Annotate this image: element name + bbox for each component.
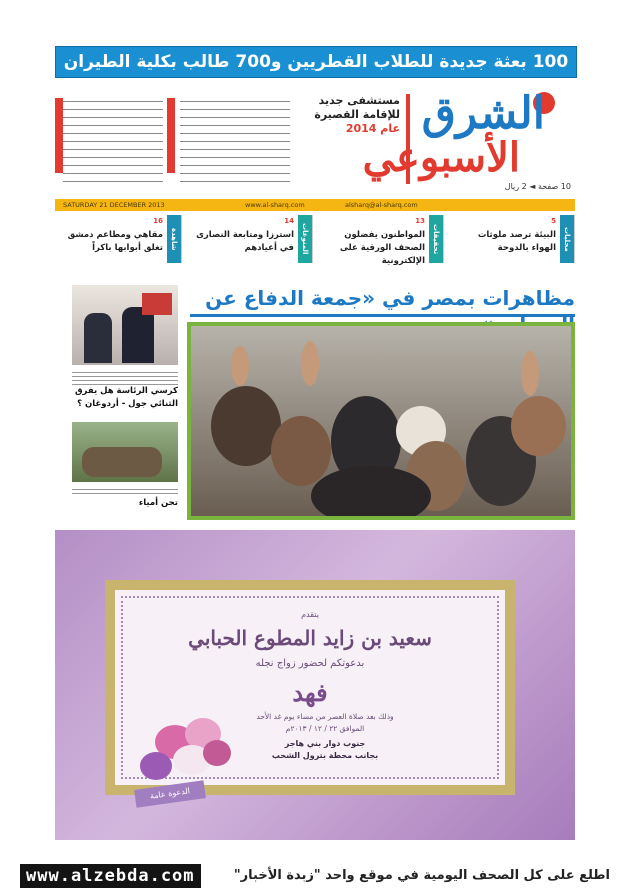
crowd-figure <box>271 416 331 486</box>
invitation-line: بدعوتكم لحضور زواج نجله <box>255 658 365 669</box>
raised-hand <box>231 346 249 386</box>
teaser-text: استرزا ومتابعة النصارى في أعيادهم <box>196 230 294 253</box>
email-link[interactable]: alsharq@al-sharq.com <box>345 201 418 209</box>
teaser-text: المواطنون يفضلون الصحف الورقية على الإلكترونية <box>339 230 425 266</box>
teaser-page: 16 <box>153 217 163 225</box>
header-accent-bar-2 <box>55 98 63 173</box>
teaser-page: 5 <box>551 217 556 225</box>
wedding-invitation-ad[interactable] <box>55 530 575 840</box>
footer-ad[interactable] <box>0 860 632 890</box>
teaser-page: 13 <box>415 217 425 225</box>
website-link[interactable]: www.al-sharq.com <box>245 201 305 209</box>
invitation-date: الموافق ٢٢ / ١٢ / ٢٠١٣م <box>285 724 365 733</box>
teaser-tag: تحقيقات <box>429 215 443 263</box>
issue-price: 10 صفحة ◄ 2 ريال <box>504 182 571 191</box>
crowd-figure <box>311 466 431 520</box>
teaser-tag: المنوعات <box>298 215 312 263</box>
teaser-item[interactable] <box>448 215 575 263</box>
teaser-row <box>55 215 575 266</box>
public-invitation-badge: الدعوة عامة <box>134 780 206 808</box>
invitation-time: وذلك بعد صلاة العصر من مساء يوم غد الأحد <box>256 712 394 721</box>
top-banner[interactable] <box>55 46 577 78</box>
logo-line2: الأسبوعي <box>362 134 520 181</box>
promo-line1: مستشفى جديد <box>318 94 400 107</box>
footer-site-link[interactable]: www.alzebda.com <box>20 864 201 888</box>
main-headline-text: مظاهرات بمصر في «جمعة الدفاع عن <box>205 286 575 310</box>
sidebar-story-2[interactable]: تحن أمياء <box>138 498 178 508</box>
headline-underline <box>190 314 575 317</box>
crowd-figure <box>82 447 162 477</box>
sidebar-kicker-2 <box>72 486 178 494</box>
masthead <box>55 86 575 196</box>
promo-line3: عام 2014 <box>345 122 400 135</box>
banner-headline: 100 بعثة جديدة للطلاب القطريين و700 طالب بكلية الطيران <box>63 52 569 72</box>
person-figure <box>84 313 112 363</box>
flower-icon <box>140 752 172 780</box>
footer-ad-text: اطلع على كل الصحف اليومية في موقع واحد "زبدة الأخبار" <box>233 868 610 883</box>
crowd-thumb-photo[interactable] <box>72 422 178 482</box>
host-name: سعيد بن زايد المطوع الحبابي <box>188 626 432 650</box>
protest-photo[interactable] <box>187 322 575 520</box>
header-accent-bar-1 <box>167 98 175 173</box>
promo-line2: للإقامة القصيرة <box>314 108 400 121</box>
left-sidebar <box>72 285 180 520</box>
header-text-column-1 <box>180 96 290 184</box>
teaser-item[interactable] <box>55 215 182 263</box>
teaser-tag: شاهدة <box>167 215 181 263</box>
main-headline[interactable] <box>190 285 575 311</box>
invitation-intro: يتقدم <box>301 610 319 619</box>
crowd-figure <box>511 396 566 456</box>
issue-date: SATURDAY 21 DECEMBER 2013 <box>63 201 165 209</box>
leaders-photo[interactable] <box>72 285 178 365</box>
promo-box[interactable] <box>295 94 410 184</box>
sidebar-story-1[interactable]: كرسي الرئاسة هل يفرق الثنائي جول - أردوغان ؟ <box>74 386 178 409</box>
teaser-tag: محليات <box>560 215 574 263</box>
logo-line1: الشرق <box>421 88 545 139</box>
raised-hand <box>521 351 539 396</box>
date-strip <box>55 199 575 211</box>
venue-line-2: بجانب محطة بترول الشحب <box>271 751 379 760</box>
groom-name: فهد <box>292 678 328 707</box>
venue-line-1: جنوب دوار بني هاجر <box>284 739 366 748</box>
flower-icon <box>203 740 231 766</box>
teaser-text: مقاهي ومطاعم دمشق تغلق أبوابها باكراً <box>67 230 163 253</box>
teaser-item[interactable] <box>317 215 444 266</box>
teaser-page: 14 <box>284 217 294 225</box>
teaser-item[interactable] <box>186 215 313 263</box>
teaser-text: البيئة ترصد ملوثات الهواء بالدوحة <box>477 230 556 253</box>
person-figure <box>122 307 154 363</box>
sidebar-kicker <box>72 369 178 385</box>
header-text-column-2 <box>63 96 163 184</box>
flag-icon <box>142 293 172 315</box>
raised-hand <box>301 341 319 386</box>
